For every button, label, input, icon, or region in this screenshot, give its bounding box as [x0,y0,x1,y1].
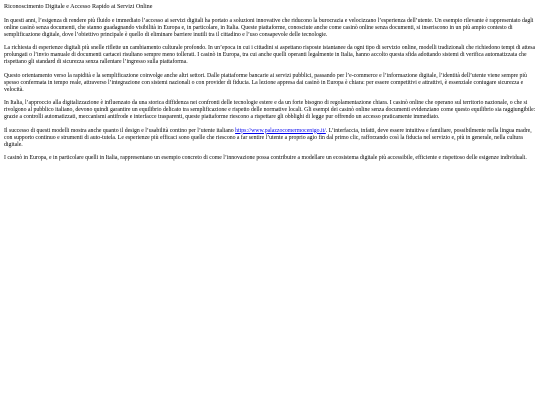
paragraph-design-usability [4,128,536,149]
paragraph-text-before-link: Il successo di questi modelli mostra anche quanto il design e l’usabilità contino per l’utente italiano [4,127,236,134]
palazzo-link[interactable]: https://www.palazzocomermocenigo.it/ [235,127,326,134]
paragraph-text-after-link: . L’interfaccia, infatti, deve essere intuitiva e familiare, possibilmente nella lingua madre, con supporto continuo e strumenti di auto-tutela. Le esperienze più efficaci sono quelle che riescono a far sentire l’utente a proprio agio fin dal primo clic, rafforzando così la fiducia nel servizio e, più in generale, nella cultura digitale. [4,127,532,148]
paragraph-intro: In questi anni, l’esigenza di rendere più fluido e immediato l’accesso ai servizi digitali ha portato a soluzioni innovative che riducono la burocrazia e velocizzano l’esperienza dell’utente. Un esempio rilevante è rappresentato dagli online casinò senza documenti, che stanno guadagnando visibilità in Europa e, in particolare, in Italia. Queste piattaforme, conosciute anche come casinò online senza documenti, si inseriscono in un più ampio contesto di semplificazione digitale, dove l’obiettivo principale è quello di eliminare barriere inutili tra il cittadino e l’uso consapevole delle tecnologie. [4,17,534,38]
paragraph-conclusion: I casinò in Europa, e in particolare quelli in Italia, rappresentano un esempio concreto di come l’innovazione possa contribuire a modellare un ecosistema digitale più accessibile, efficiente e rispettoso delle esigenze individuali. [4,155,527,161]
page-title: Riconoscimento Digitale e Accesso Rapido ai Servizi Online [4,4,153,10]
paragraph-cultural-change: La richiesta di esperienze digitali più snelle riflette un cambiamento culturale profondo. In un’epoca in cui i cittadini si aspettano risposte istantanee da ogni tipo di servizio online, modelli tradizionali che richiedono tempi di attesa prolungati o l’invio manuale di documenti cartacei risultano sempre meno tollerati. I casinò in Europa, tra cui anche quelli operanti legalmente in Italia, hanno accolto questa sfida adottando sistemi di verifica automatizzata che rispettano gli standard di sicurezza senza rallentare l’ingresso sulla piattaforma. [4,45,536,65]
paragraph-italy-regulation: In Italia, l’approccio alla digitalizzazione è influenzato da una storica diffidenza nei confronti delle tecnologie estere e da un forte bisogno di regolamentazione chiara. I casinò online che operano sul territorio nazionale, o che si rivolgono al pubblico italiano, devono quindi garantire un equilibrio delicato tra semplificazione e rispetto delle normative locali. Gli esempi dei casinò online senza documenti evidenziano come questo equilibrio sia raggiungibile: grazie a controlli automatizzati, meccanismi antifrode e interfacce trasparenti, queste piattaforme riescono a rispettare gli obblighi di legge pur offrendo un accesso praticamente immediato. [4,100,536,120]
paragraph-other-sectors: Questo orientamento verso la rapidità e la semplificazione coinvolge anche altri settori. Dalle piattaforme bancarie ai servizi pubblici, passando per l’e-commerce e l’informazione digitale, l’identità dell’utente viene sempre più spesso confermata in tempo reale, attraverso l’integrazione con sistemi nazionali o con provider di fiducia. La lezione appresa dai casinò in Europa è chiara: per essere competitivi e attrattivi, è essenziale coniugare sicurezza e velocità. [4,72,527,93]
document-page [0,0,540,162]
